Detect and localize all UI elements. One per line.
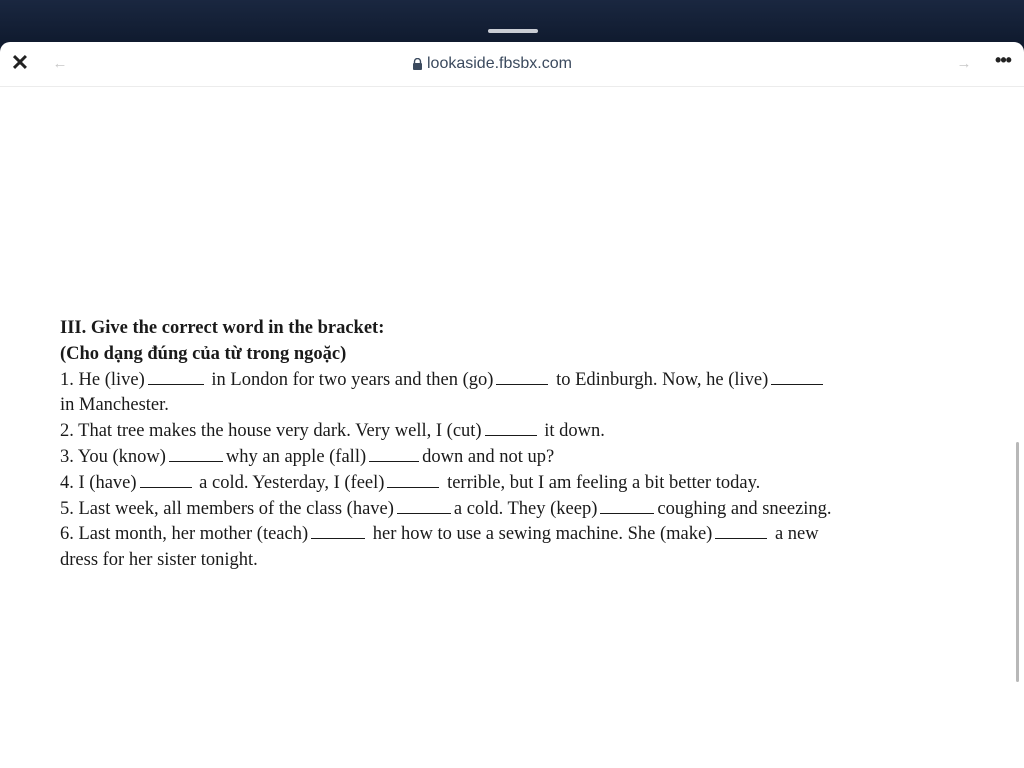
question-2-part-a: 2. That tree makes the house very dark. Very well, I (cut) (60, 421, 482, 442)
forward-arrow-icon[interactable]: → (956, 55, 972, 72)
answer-blank (311, 524, 365, 539)
question-3-part-b: why an apple (fall) (225, 446, 367, 467)
answer-blank (496, 370, 548, 385)
scrollbar[interactable] (1016, 442, 1019, 682)
question-6-continued: dress for her sister tonight. (60, 550, 258, 571)
question-5 (60, 497, 980, 523)
browser-sheet (0, 42, 1024, 768)
question-6 (60, 522, 980, 548)
question-2 (60, 419, 980, 445)
question-4 (60, 471, 980, 497)
answer-blank (600, 499, 654, 514)
sheet-grabber[interactable] (488, 29, 538, 33)
answer-blank (148, 370, 204, 385)
answer-blank (771, 370, 823, 385)
status-bar (0, 0, 1024, 44)
answer-blank (140, 473, 192, 488)
back-arrow-icon[interactable]: ← (52, 55, 68, 72)
answer-blank (715, 524, 767, 539)
question-6-part-a: 6. Last month, her mother (teach) (60, 524, 309, 545)
question-3-part-a: 3. You (know) (60, 446, 166, 467)
question-5-part-b: a cold. They (keep) (453, 498, 598, 519)
url-text: lookaside.fbsbx.com (427, 55, 572, 72)
question-1-part-b: in London for two years and then (go) (211, 369, 494, 390)
answer-blank (397, 499, 451, 514)
question-4-part-c: terrible, but I am feeling a bit better today. (447, 472, 761, 493)
question-1-part-a: 1. He (live) (60, 369, 145, 390)
browser-nav-bar (0, 42, 1024, 87)
question-3-part-c: down and not up? (422, 446, 555, 467)
exercise-document (60, 316, 980, 574)
exercise-heading: III. Give the correct word in the bracket: (60, 318, 385, 338)
answer-blank (169, 447, 223, 462)
question-1 (60, 368, 980, 394)
question-6-part-b: her how to use a sewing machine. She (make) (372, 524, 713, 545)
question-1-continued: in Manchester. (60, 395, 169, 416)
question-3 (60, 445, 980, 471)
lock-icon (412, 58, 423, 70)
question-5-part-a: 5. Last week, all members of the class (have) (60, 498, 394, 519)
question-2-part-b: it down. (544, 421, 605, 442)
close-button[interactable]: ✕ (10, 50, 30, 75)
question-5-part-c: coughing and sneezing. (657, 498, 832, 519)
address-bar[interactable] (412, 54, 572, 74)
more-options-icon[interactable]: ••• (995, 50, 1011, 70)
exercise-subheading: (Cho dạng đúng của từ trong ngoặc) (60, 343, 347, 364)
answer-blank (485, 421, 537, 436)
question-4-part-b: a cold. Yesterday, I (feel) (199, 472, 385, 493)
question-4-part-a: 4. I (have) (60, 472, 137, 493)
answer-blank (387, 473, 439, 488)
question-1-part-c: to Edinburgh. Now, he (live) (556, 369, 769, 390)
question-6-part-c: a new (774, 524, 819, 545)
answer-blank (369, 447, 419, 462)
